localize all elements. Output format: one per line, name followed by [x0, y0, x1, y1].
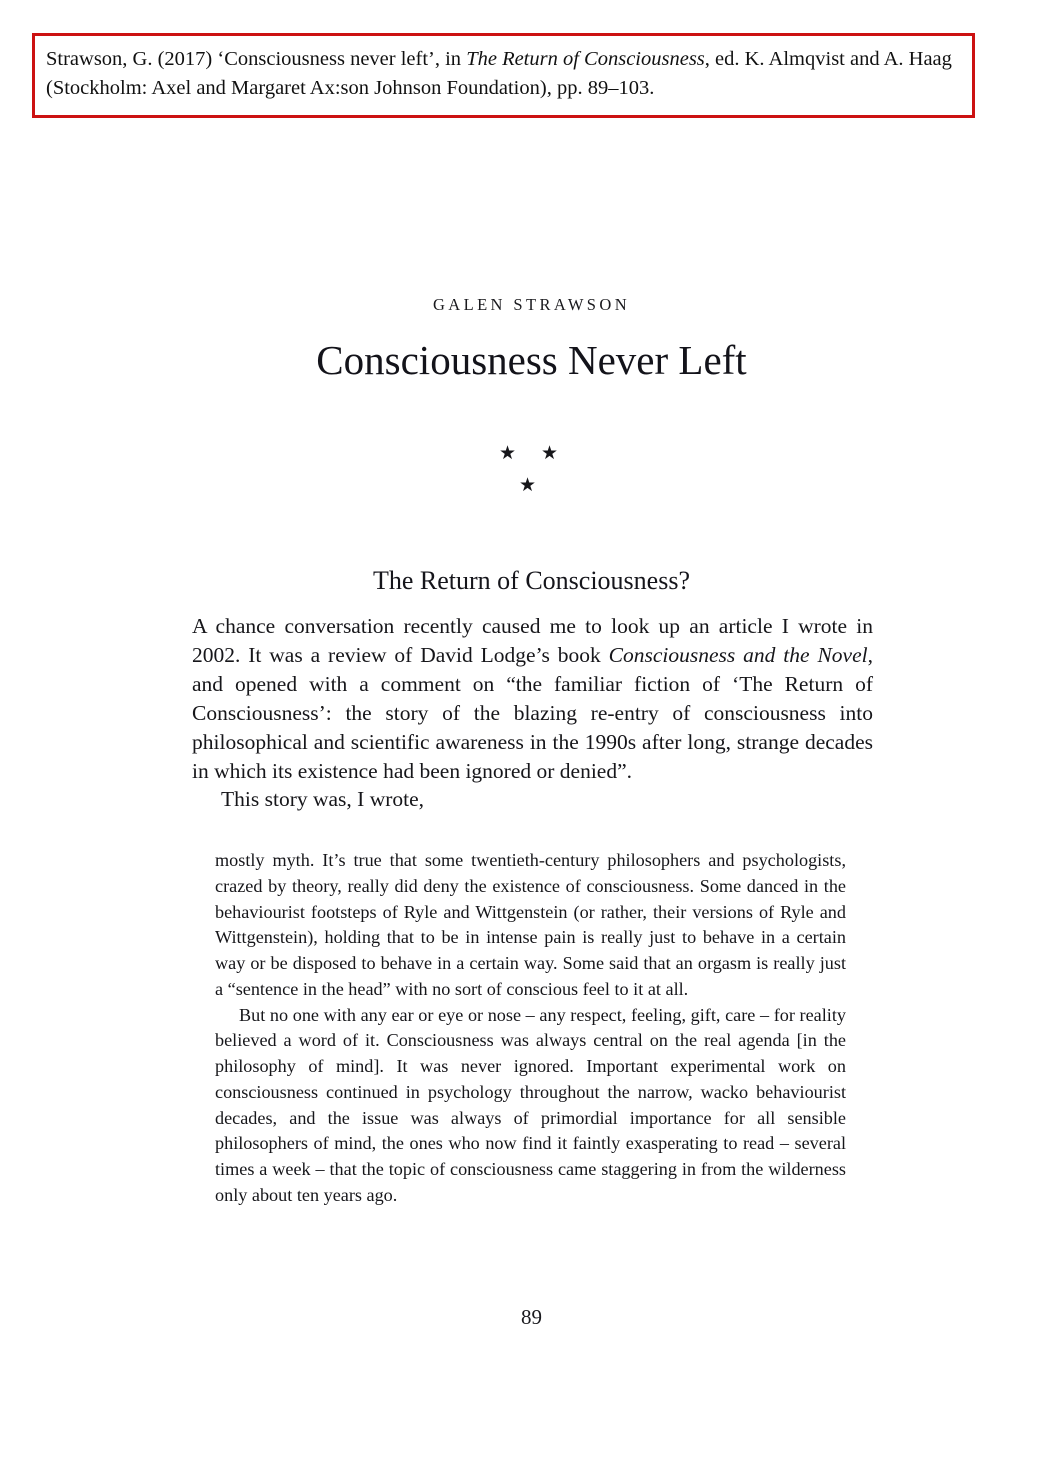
block-quotation: [215, 848, 846, 1209]
body-paragraph-2: This story was, I wrote,: [221, 787, 425, 812]
star-icon-bottom: ★: [519, 475, 537, 496]
body-column: [192, 612, 873, 814]
citation-stamp-box: [32, 33, 975, 118]
body-paragraph-1-prefix: A chance conversation recently caused me to look up an article I wrote in 2002. It was a review of David Lodge’s book: [192, 614, 873, 667]
star-icon-left: ★: [499, 443, 517, 464]
page-number-folio: 89: [521, 1305, 542, 1329]
star-ornament: [0, 440, 1063, 502]
section-heading: The Return of Consciousness?: [372, 566, 690, 595]
body-paragraph-1-suffix: , and opened with a comment on “the familiar fiction of ‘The Return of Consciousness’: the story of the blazing re-entry of consciousness into philosophical and scientific awareness in the 1990s after long, strange decades in which its existence had been ignored or denied”.: [192, 642, 873, 783]
quote-paragraph-2: But no one with any ear or eye or nose – any respect, feeling, gift, care – for reality believed a word of it. Consciousness was always central on the real agenda [in the philosophy of mind]. It was never ignored. Important experimental work on consciousness continued in psychology throughout the narrow, wacko behaviourist decades, and the issue was always of primordial importance for all sensible philosophers of mind, the ones who now find it faintly exasperating to read – several times a week – that the topic of consciousness came staggering in from the wilderness only about ten years ago.: [215, 1004, 846, 1205]
author-byline: GALEN STRAWSON: [432, 295, 631, 314]
citation-line1-prefix: Strawson, G. (2017) ‘Consciousness never left’, in: [46, 48, 467, 70]
body-cited-book-title: Consciousness and the Novel: [608, 642, 868, 667]
star-icon-right: ★: [541, 443, 559, 464]
quote-paragraph-1: mostly myth. It’s true that some twentieth-century philosophers and psychologists, crazed by theory, really did deny the existence of consciousness. Some danced in the behaviourist footsteps of Ryle and Wittgenstein (or rather, their versions of Ryle and Wittgenstein), holding that to be in intense pain is really just to behave in a certain way or be disposed to behave in a certain way. Some said that an orgasm is really just a “sentence in the head” with no sort of conscious feel to it at all.: [215, 850, 846, 999]
citation-line2: and A. Haag (Stockholm: Axel and Margaret Ax:son Johnson Foundation), pp. 89–103.: [46, 48, 952, 100]
body-paragraph-1: [192, 612, 873, 785]
citation-line1-suffix: , ed. K. Almqvist: [704, 48, 845, 70]
citation-book-title: The Return of Consciousness: [466, 48, 705, 70]
page-title: Consciousness Never Left: [316, 337, 747, 383]
citation-text: [46, 45, 961, 103]
